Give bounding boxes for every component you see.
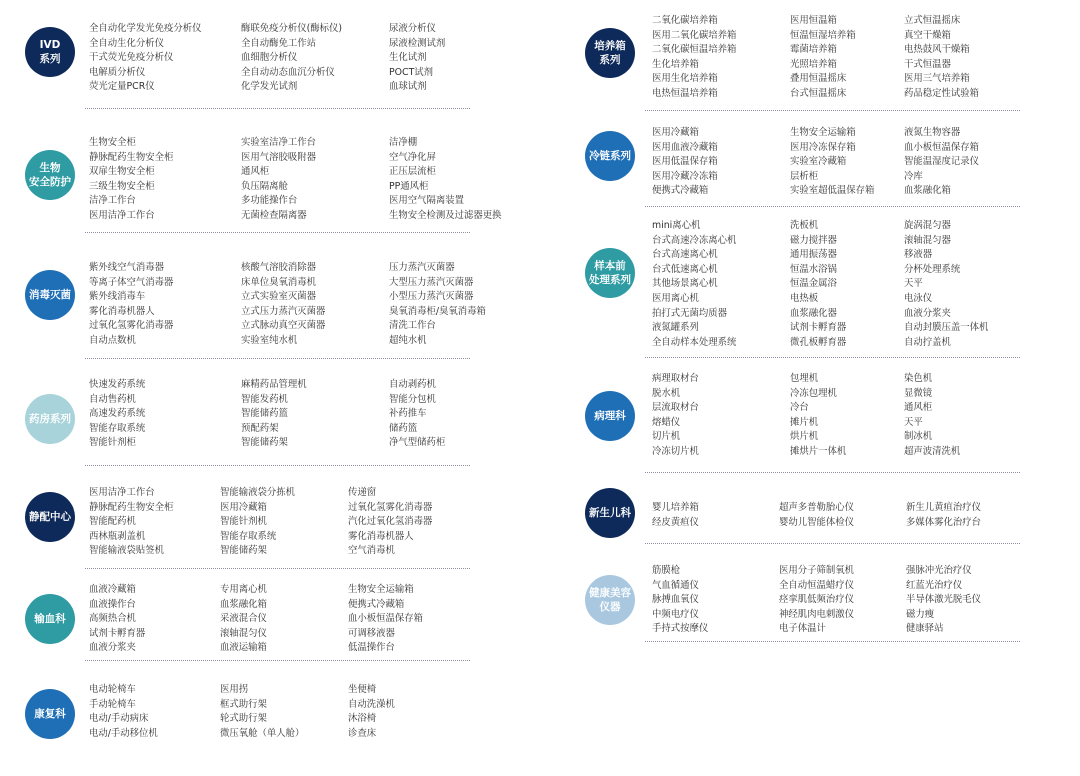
product-item: 自动剥药机 [389, 379, 436, 390]
product-grid [89, 261, 539, 349]
product-item: 储药篮 [389, 422, 418, 434]
product-item: 血液冷藏箱 [89, 584, 136, 595]
product-item: PP通风柜 [389, 180, 429, 192]
product-item: 电热鼓风干燥箱 [904, 44, 970, 56]
product-item: 熔蜡仪 [652, 416, 681, 428]
product-item: 病理取材台 [652, 373, 699, 384]
product-item: 二氧化碳培养箱 [652, 15, 718, 26]
product-item: 传递窗 [348, 487, 377, 498]
product-item: 强脉冲光治疗仪 [906, 565, 972, 576]
product-item: 生化试剂 [389, 52, 427, 64]
product-item: 清洗工作台 [389, 320, 436, 332]
product-item: 小型压力蒸汽灭菌器 [389, 291, 474, 303]
product-item: 双扉生物安全柜 [89, 166, 155, 178]
product-item: 生物安全运输箱 [348, 584, 414, 595]
product-item: 麻精药品管理机 [241, 379, 307, 390]
product-item: 大型压力蒸汽灭菌器 [389, 276, 474, 288]
product-item: 烘片机 [790, 431, 819, 443]
category-badge [585, 488, 635, 538]
product-item: 通风柜 [241, 166, 270, 178]
product-item: 冷库 [904, 170, 923, 182]
product-item: 血液分浆夹 [89, 642, 136, 654]
product-item: 二氧化碳恒温培养箱 [652, 44, 737, 56]
product-item: 智能分包机 [389, 393, 436, 405]
product-item: 超声波清洗机 [904, 445, 961, 457]
product-item: 全自动生化分析仪 [89, 37, 165, 49]
product-item: 新生儿黄疸治疗仪 [906, 502, 982, 513]
product-item: 磁力搅拌器 [790, 234, 837, 246]
product-item: 静脉配药生物安全柜 [89, 501, 174, 513]
category-badge [25, 689, 75, 739]
product-item: 通用振荡器 [790, 249, 837, 261]
product-item: 采液混合仪 [220, 613, 267, 625]
product-item: 脉搏血氧仪 [652, 594, 699, 606]
product-item: 血液操作台 [89, 598, 136, 610]
product-item: 全自动动态血沉分析仪 [241, 66, 335, 78]
product-grid [89, 378, 539, 451]
product-item: 染色机 [904, 373, 933, 384]
product-item: 智能针剂柜 [89, 437, 136, 449]
product-item: 便携式冷藏箱 [652, 185, 709, 197]
category-badge [25, 27, 75, 77]
product-grid [652, 126, 1034, 199]
product-item: 中频电疗仪 [652, 608, 699, 620]
product-item: 医用洁净工作台 [89, 487, 155, 498]
product-item: 生化培养箱 [652, 58, 699, 70]
product-item: 血浆融化箱 [220, 598, 267, 610]
section-divider [85, 108, 470, 109]
product-item: 紫外线消毒车 [89, 291, 146, 303]
product-item: 医用气溶胶吸附器 [241, 151, 317, 163]
product-item: 血液运输箱 [220, 642, 267, 654]
category-title: 健康美容 仪器 [589, 587, 631, 613]
product-item: 滚轴混匀器 [904, 234, 951, 246]
product-item: 立式压力蒸汽灭菌器 [241, 305, 326, 317]
product-grid [89, 22, 539, 95]
category-badge [585, 391, 635, 441]
section-divider [645, 472, 1020, 473]
product-item: 电动/手动移位机 [89, 727, 158, 739]
product-item: 液氮罐系列 [652, 322, 699, 334]
product-item: 医用冷藏箱 [652, 127, 699, 138]
product-item: 压力蒸汽灭菌器 [389, 262, 455, 273]
product-item: 微压氧舱（单人舱） [220, 727, 305, 739]
product-item: 血浆融化器 [790, 307, 837, 319]
product-item: 干式荧光免疫分析仪 [89, 52, 174, 64]
category-title: 新生儿科 [589, 507, 631, 519]
product-item: 台式高速离心机 [652, 249, 718, 261]
product-item: 健康驿站 [906, 623, 944, 635]
product-item: 冷台 [790, 402, 809, 414]
section-divider [85, 568, 470, 569]
product-item: 核酸气溶胶消除器 [241, 262, 317, 273]
product-item: 空气净化屏 [389, 151, 436, 163]
product-item: 天平 [904, 416, 923, 428]
product-item: 汽化过氧化氢消毒器 [348, 516, 433, 528]
product-item: 智能存取系统 [89, 422, 146, 434]
product-item: 实验室纯水机 [241, 334, 298, 346]
product-item: 全自动样本处理系统 [652, 336, 737, 348]
product-item: 空气消毒机 [348, 545, 395, 557]
product-item: 智能储药篮 [241, 408, 288, 420]
product-item: 拍打式无菌均质器 [652, 307, 728, 319]
product-item: 医用洁净工作台 [89, 209, 155, 221]
category-title: 样本前 处理系列 [589, 260, 631, 286]
product-item: 专用离心机 [220, 584, 267, 595]
product-item: 高频热合机 [89, 613, 136, 625]
product-item: 电动/手动病床 [89, 713, 149, 725]
product-item: 预配药架 [241, 422, 279, 434]
product-item: 手动轮椅车 [89, 698, 136, 710]
product-grid [89, 136, 539, 224]
product-item: 智能储药架 [241, 437, 288, 449]
product-item: 医用血液冷藏箱 [652, 141, 718, 153]
product-item: 手持式按摩仪 [652, 623, 709, 635]
product-item: 生物安全运输箱 [790, 127, 856, 138]
product-item: 脱水机 [652, 387, 681, 399]
product-item: 红蓝光治疗仪 [906, 579, 963, 591]
product-item: 立式脉动真空灭菌器 [241, 320, 326, 332]
product-item: 医用低温保存箱 [652, 156, 718, 168]
product-item: 过氧化氢雾化消毒器 [348, 501, 433, 513]
product-item: 医用恒温箱 [790, 15, 837, 26]
category-title: 病理科 [594, 410, 626, 422]
product-item: 医用分子筛制氧机 [779, 565, 855, 576]
product-item: 层流取材台 [652, 402, 699, 414]
product-item: 真空干燥箱 [904, 29, 951, 41]
product-item: 自动封膜压盖一体机 [904, 322, 989, 334]
product-item: 台式恒温摇床 [790, 87, 847, 99]
product-item: 医用二氧化碳培养箱 [652, 29, 737, 41]
product-item: 液氮生物容器 [904, 127, 961, 138]
category-badge [25, 394, 75, 444]
product-item: 智能存取系统 [220, 530, 277, 542]
product-item: 荧光定量PCR仪 [89, 81, 155, 93]
product-item: 医用生化培养箱 [652, 73, 718, 85]
product-item: 光照培养箱 [790, 58, 837, 70]
product-item: 静脉配药生物安全柜 [89, 151, 174, 163]
product-grid [89, 683, 498, 741]
product-item: 婴幼儿智能体检仪 [779, 516, 855, 528]
category-title: 输血科 [34, 613, 66, 625]
product-item: 恒温水浴锅 [790, 263, 837, 275]
product-item: 智能发药机 [241, 393, 288, 405]
product-item: 移液器 [904, 249, 933, 261]
product-item: 神经肌肉电刺激仪 [779, 608, 855, 620]
product-item: 制冰机 [904, 431, 933, 443]
product-grid [652, 14, 1034, 102]
product-item: 血小板恒温保存箱 [904, 141, 980, 153]
product-grid [652, 219, 1034, 350]
product-item: 层析柜 [790, 170, 819, 182]
product-item: 血浆融化箱 [904, 185, 951, 197]
product-item: 雾化消毒机器人 [89, 305, 155, 317]
product-grid [89, 583, 498, 656]
section-divider [645, 206, 1020, 207]
product-item: 电热板 [790, 292, 819, 304]
product-item: 药品稳定性试验箱 [904, 87, 980, 99]
category-title: 冷链系列 [589, 150, 631, 162]
product-item: 滚轴混匀仪 [220, 627, 267, 639]
product-item: 恒温金属浴 [790, 278, 837, 290]
product-item: 医用冷冻保存箱 [790, 141, 856, 153]
category-title: 消毒灭菌 [29, 289, 71, 301]
category-badge [25, 594, 75, 644]
product-item: 净气型储药柜 [389, 437, 446, 449]
product-item: 试剂卡孵育器 [89, 627, 146, 639]
section-divider [645, 543, 1020, 544]
product-item: 医用冷藏箱 [220, 501, 267, 513]
product-item: 洁净棚 [389, 137, 418, 148]
category-badge [25, 150, 75, 200]
section-divider [645, 641, 1020, 642]
product-item: 酶联免疫分析仪(酶标仪) [241, 23, 343, 34]
product-item: 摊烘片一体机 [790, 445, 847, 457]
product-item: 智能储药架 [220, 545, 267, 557]
product-item: 医用空气隔离装置 [389, 195, 465, 207]
product-item: 可调移液器 [348, 627, 395, 639]
product-item: 台式高速冷冻离心机 [652, 234, 737, 246]
product-item: 医用拐 [220, 684, 249, 695]
product-item: 冷冻包埋机 [790, 387, 837, 399]
section-divider [85, 660, 470, 661]
product-item: 恒温恒湿培养箱 [790, 29, 856, 41]
product-item: 等离子体空气消毒器 [89, 276, 174, 288]
product-item: 经皮黄疸仪 [652, 516, 699, 528]
product-item: 磁力瘦 [906, 608, 935, 620]
product-item: 摊片机 [790, 416, 819, 428]
product-item: 痉挛肌低频治疗仪 [779, 594, 855, 606]
product-item: 快速发药系统 [89, 379, 146, 390]
product-item: 尿液分析仪 [389, 23, 436, 34]
product-item: 洁净工作台 [89, 195, 136, 207]
product-item: 切片机 [652, 431, 681, 443]
category-badge [25, 270, 75, 320]
product-item: 智能配药机 [89, 516, 136, 528]
product-grid [652, 372, 1034, 460]
product-item: 智能温湿度记录仪 [904, 156, 980, 168]
product-item: POCT试剂 [389, 66, 434, 78]
product-item: 自动点数机 [89, 334, 136, 346]
category-title: 生物 安全防护 [29, 162, 71, 188]
product-item: 化学发光试剂 [241, 81, 298, 93]
product-item: 筋膜枪 [652, 565, 681, 576]
product-item: 血球试剂 [389, 81, 427, 93]
product-item: mini离心机 [652, 220, 701, 231]
product-item: 床单位臭氧消毒机 [241, 276, 317, 288]
product-item: 西林瓶剥盖机 [89, 530, 146, 542]
category-title: IVD 系列 [39, 39, 61, 65]
product-item: 天平 [904, 278, 923, 290]
product-item: 多媒体雾化治疗台 [906, 516, 982, 528]
product-item: 全自动酶免工作站 [241, 37, 317, 49]
product-item: 多功能操作台 [241, 195, 298, 207]
category-badge [585, 248, 635, 298]
product-item: 臭氧消毒柜/臭氧消毒箱 [389, 305, 486, 317]
product-item: 血细胞分析仪 [241, 52, 298, 64]
product-item: 雾化消毒机器人 [348, 530, 414, 542]
product-item: 轮式助行架 [220, 713, 267, 725]
product-item: 包埋机 [790, 373, 819, 384]
section-divider [85, 358, 470, 359]
product-item: 便携式冷藏箱 [348, 598, 405, 610]
product-item: 立式实验室灭菌器 [241, 291, 317, 303]
product-item: 自动洗澡机 [348, 698, 395, 710]
product-grid [652, 564, 1036, 637]
product-item: 过氧化氢雾化消毒器 [89, 320, 174, 332]
product-item: 医用离心机 [652, 292, 699, 304]
product-item: 医用三气培养箱 [904, 73, 970, 85]
product-item: 实验室超低温保存箱 [790, 185, 875, 197]
product-item: 分杯处理系统 [904, 263, 961, 275]
section-divider [645, 110, 1020, 111]
product-item: 叠用恒温摇床 [790, 73, 847, 85]
product-item: 框式助行架 [220, 698, 267, 710]
category-badge [25, 492, 75, 542]
category-badge [585, 131, 635, 181]
product-item: 智能输液袋分拣机 [220, 487, 296, 498]
product-item: 生物安全柜 [89, 137, 136, 148]
section-divider [85, 232, 470, 233]
product-item: 尿液检测试剂 [389, 37, 446, 49]
product-item: 自动拧盖机 [904, 336, 951, 348]
product-item: 通风柜 [904, 402, 933, 414]
product-item: 实验室冷藏箱 [790, 156, 847, 168]
product-item: 全自动化学发光免疫分析仪 [89, 23, 202, 34]
product-item: 微孔板孵育器 [790, 336, 847, 348]
product-grid [89, 486, 498, 559]
product-item: 三级生物安全柜 [89, 180, 155, 192]
product-item: 全自动恒温蜡疗仪 [779, 579, 855, 591]
category-title: 康复科 [34, 708, 66, 720]
category-badge [585, 575, 635, 625]
product-item: 自动售药机 [89, 393, 136, 405]
product-item: 智能输液袋贴签机 [89, 545, 165, 557]
product-item: 血小板恒温保存箱 [348, 613, 424, 625]
product-item: 试剂卡孵育器 [790, 322, 847, 334]
product-item: 超纯水机 [389, 334, 427, 346]
product-item: 电热恒温培养箱 [652, 87, 718, 99]
product-item: 坐便椅 [348, 684, 377, 695]
category-title: 药房系列 [29, 413, 71, 425]
product-item: 台式低速离心机 [652, 263, 718, 275]
product-item: 电解质分析仪 [89, 66, 146, 78]
product-item: 气血循通仪 [652, 579, 699, 591]
product-item: 电动轮椅车 [89, 684, 136, 695]
product-item: 电子体温计 [779, 623, 826, 635]
product-item: 诊查床 [348, 727, 377, 739]
section-divider [85, 465, 470, 466]
product-item: 沐浴椅 [348, 713, 377, 725]
product-item: 补药推车 [389, 408, 427, 420]
product-item: 紫外线空气消毒器 [89, 262, 165, 273]
product-item: 血液分浆夹 [904, 307, 951, 319]
product-item: 高速发药系统 [89, 408, 146, 420]
product-item: 婴儿培养箱 [652, 502, 699, 513]
product-item: 实验室洁净工作台 [241, 137, 317, 148]
product-item: 洗板机 [790, 220, 819, 231]
product-item: 无菌检查隔离器 [241, 209, 307, 221]
product-item: 正压层流柜 [389, 166, 436, 178]
product-item: 显微镜 [904, 387, 933, 399]
product-item: 电泳仪 [904, 292, 933, 304]
category-title: 培养箱 系列 [594, 40, 626, 66]
product-item: 智能针剂机 [220, 516, 267, 528]
product-item: 其他场景离心机 [652, 278, 718, 290]
category-title: 静配中心 [29, 511, 71, 523]
product-grid [652, 501, 1036, 530]
product-item: 旋涡混匀器 [904, 220, 951, 231]
product-item: 霉菌培养箱 [790, 44, 837, 56]
category-badge [585, 28, 635, 78]
product-item: 冷冻切片机 [652, 445, 699, 457]
section-divider [645, 357, 1020, 358]
product-item: 医用冷藏冷冻箱 [652, 170, 718, 182]
product-item: 生物安全检测及过滤器更换 [389, 209, 502, 221]
product-item: 半导体激光脱毛仪 [906, 594, 982, 606]
product-item: 低温操作台 [348, 642, 395, 654]
product-item: 负压隔离舱 [241, 180, 288, 192]
product-item: 干式恒温器 [904, 58, 951, 70]
product-item: 立式恒温摇床 [904, 15, 961, 26]
product-item: 超声多普勒胎心仪 [779, 502, 855, 513]
